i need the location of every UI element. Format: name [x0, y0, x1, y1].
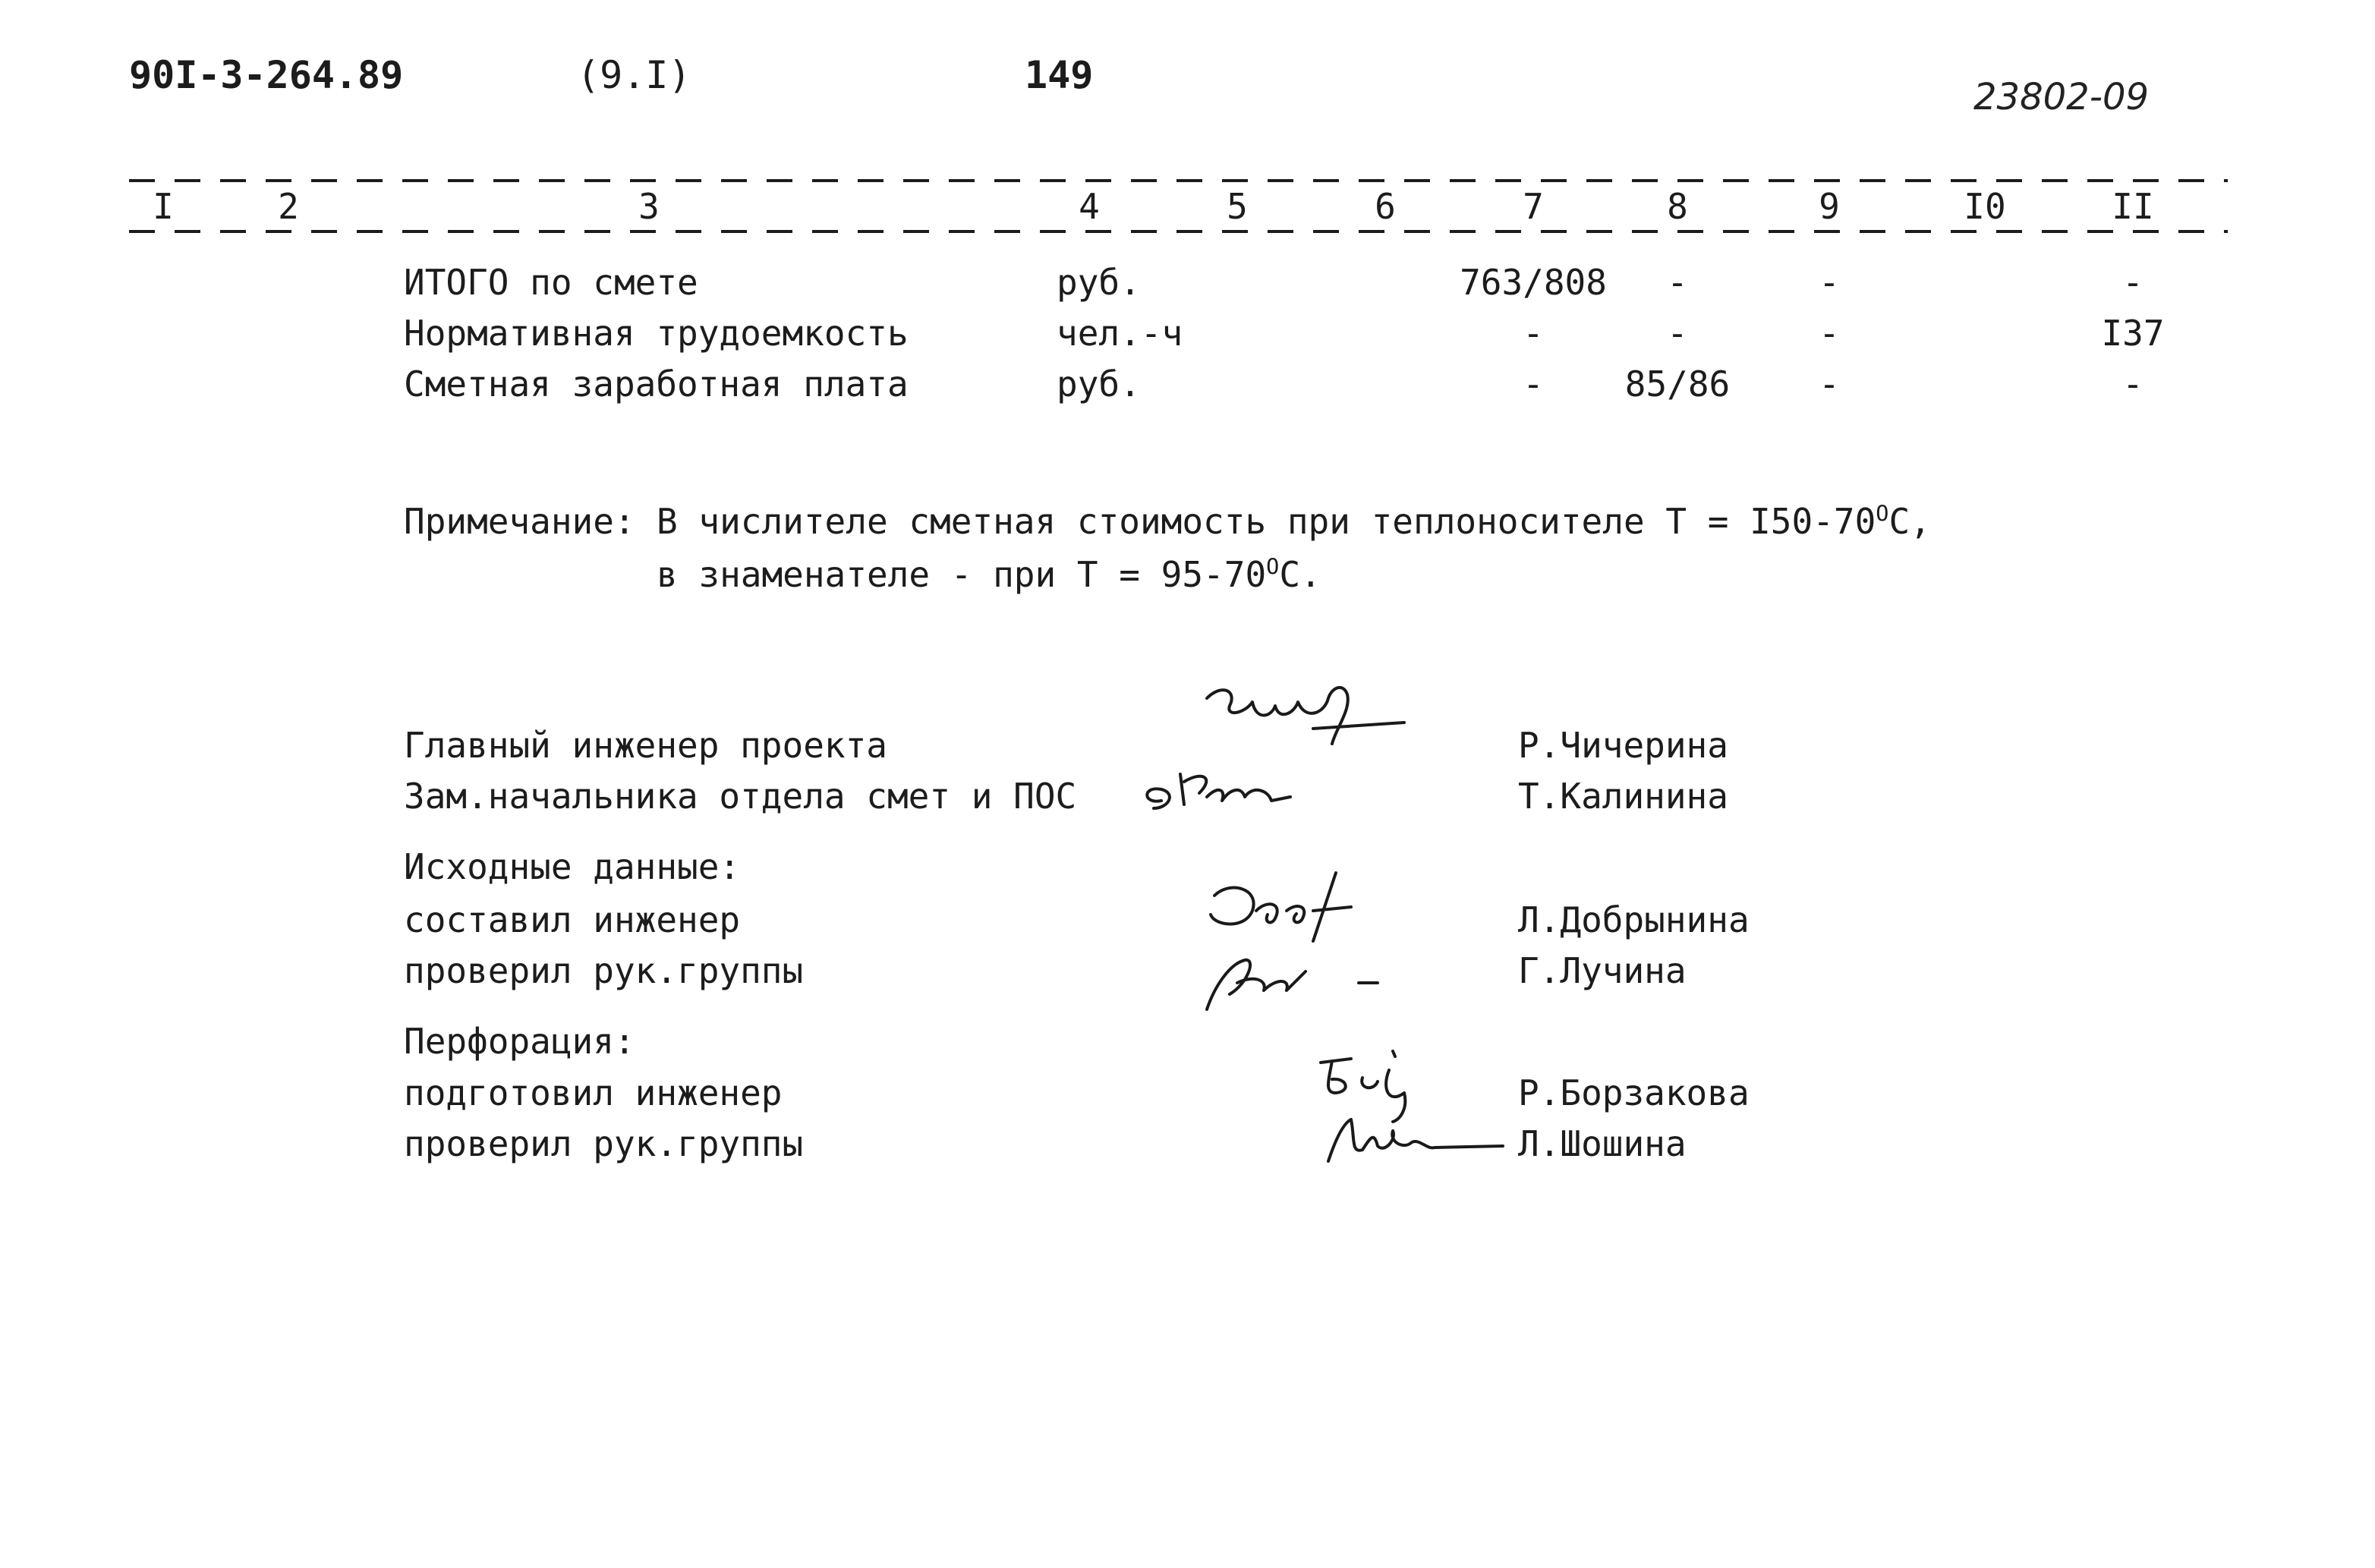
- column-header-2: 2: [278, 186, 299, 227]
- deputy-head-title: Зам.начальника отдела смет и ПОС: [404, 776, 1077, 817]
- perf-prepared-title: подготовил инженер: [404, 1072, 783, 1113]
- row-col11: -: [2122, 364, 2143, 405]
- header-top-rule: [129, 179, 2228, 182]
- signature-chicherina: [1199, 675, 1412, 759]
- row-col8: -: [1667, 313, 1688, 354]
- column-header-1: I: [153, 186, 174, 227]
- row-unit: чел.-ч: [1057, 313, 1183, 354]
- handwritten-number: 23802-09: [1973, 76, 2150, 118]
- source-checked-name: Г.Лучина: [1518, 950, 1687, 991]
- note-line-1: В числителе сметная стоимость при теплоносителе $Т = I50-70^OС$,: [657, 501, 1931, 542]
- signature-luchina: [1192, 949, 1404, 1017]
- perf-prepared-name: Р.Борзакова: [1518, 1072, 1750, 1113]
- source-compiled-name: Л.Добрынина: [1518, 899, 1750, 940]
- row-unit: руб.: [1057, 262, 1141, 303]
- row-name: Нормативная трудоемкость: [404, 313, 909, 354]
- column-header-4: 4: [1079, 186, 1100, 227]
- row-name: ИТОГО по смете: [404, 262, 698, 303]
- signature-shoshina: [1321, 1108, 1510, 1169]
- chief-engineer-title: Главный инженер проекта: [404, 725, 887, 766]
- row-name: Сметная заработная плата: [404, 364, 909, 405]
- chief-engineer-name: Р.Чичерина: [1518, 725, 1728, 766]
- row-col11: -: [2122, 262, 2143, 303]
- perforation-heading: Перфорация:: [404, 1021, 635, 1062]
- perf-checked-title: проверил рук.группы: [404, 1123, 804, 1164]
- column-header-9: 9: [1819, 186, 1840, 227]
- row-col7: -: [1523, 313, 1544, 354]
- source-checked-title: проверил рук.группы: [404, 950, 804, 991]
- source-data-heading: Исходные данные:: [404, 846, 741, 887]
- row-unit: руб.: [1057, 364, 1141, 405]
- column-header-6: 6: [1375, 186, 1396, 227]
- column-header-3: 3: [638, 186, 660, 227]
- row-col9: -: [1819, 262, 1840, 303]
- signature-dobrynina: [1199, 865, 1381, 956]
- row-col9: -: [1819, 364, 1840, 405]
- signature-kalinina: [1139, 763, 1306, 816]
- section-number: (9.I): [577, 53, 691, 97]
- column-header-11: II: [2112, 186, 2154, 227]
- row-col7: 763/808: [1460, 262, 1607, 303]
- column-header-8: 8: [1667, 186, 1688, 227]
- page-number: 149: [1025, 53, 1094, 97]
- header-bottom-rule: [129, 230, 2228, 233]
- column-header-10: I0: [1964, 186, 2006, 227]
- column-header-7: 7: [1523, 186, 1544, 227]
- row-col8: -: [1667, 262, 1688, 303]
- document-code: 90I-3-264.89: [129, 53, 404, 97]
- note-line-2: в знаменателе - при $Т = 95-70^OС$.: [657, 554, 1321, 595]
- perf-checked-name: Л.Шошина: [1518, 1123, 1687, 1164]
- row-col9: -: [1819, 313, 1840, 354]
- row-col8: 85/86: [1624, 364, 1731, 405]
- note-label: Примечание:: [404, 501, 635, 542]
- row-col11: I37: [2101, 313, 2165, 354]
- deputy-head-name: Т.Калинина: [1518, 776, 1728, 817]
- column-header-5: 5: [1227, 186, 1248, 227]
- source-compiled-title: составил инженер: [404, 899, 741, 940]
- row-col7: -: [1523, 364, 1544, 405]
